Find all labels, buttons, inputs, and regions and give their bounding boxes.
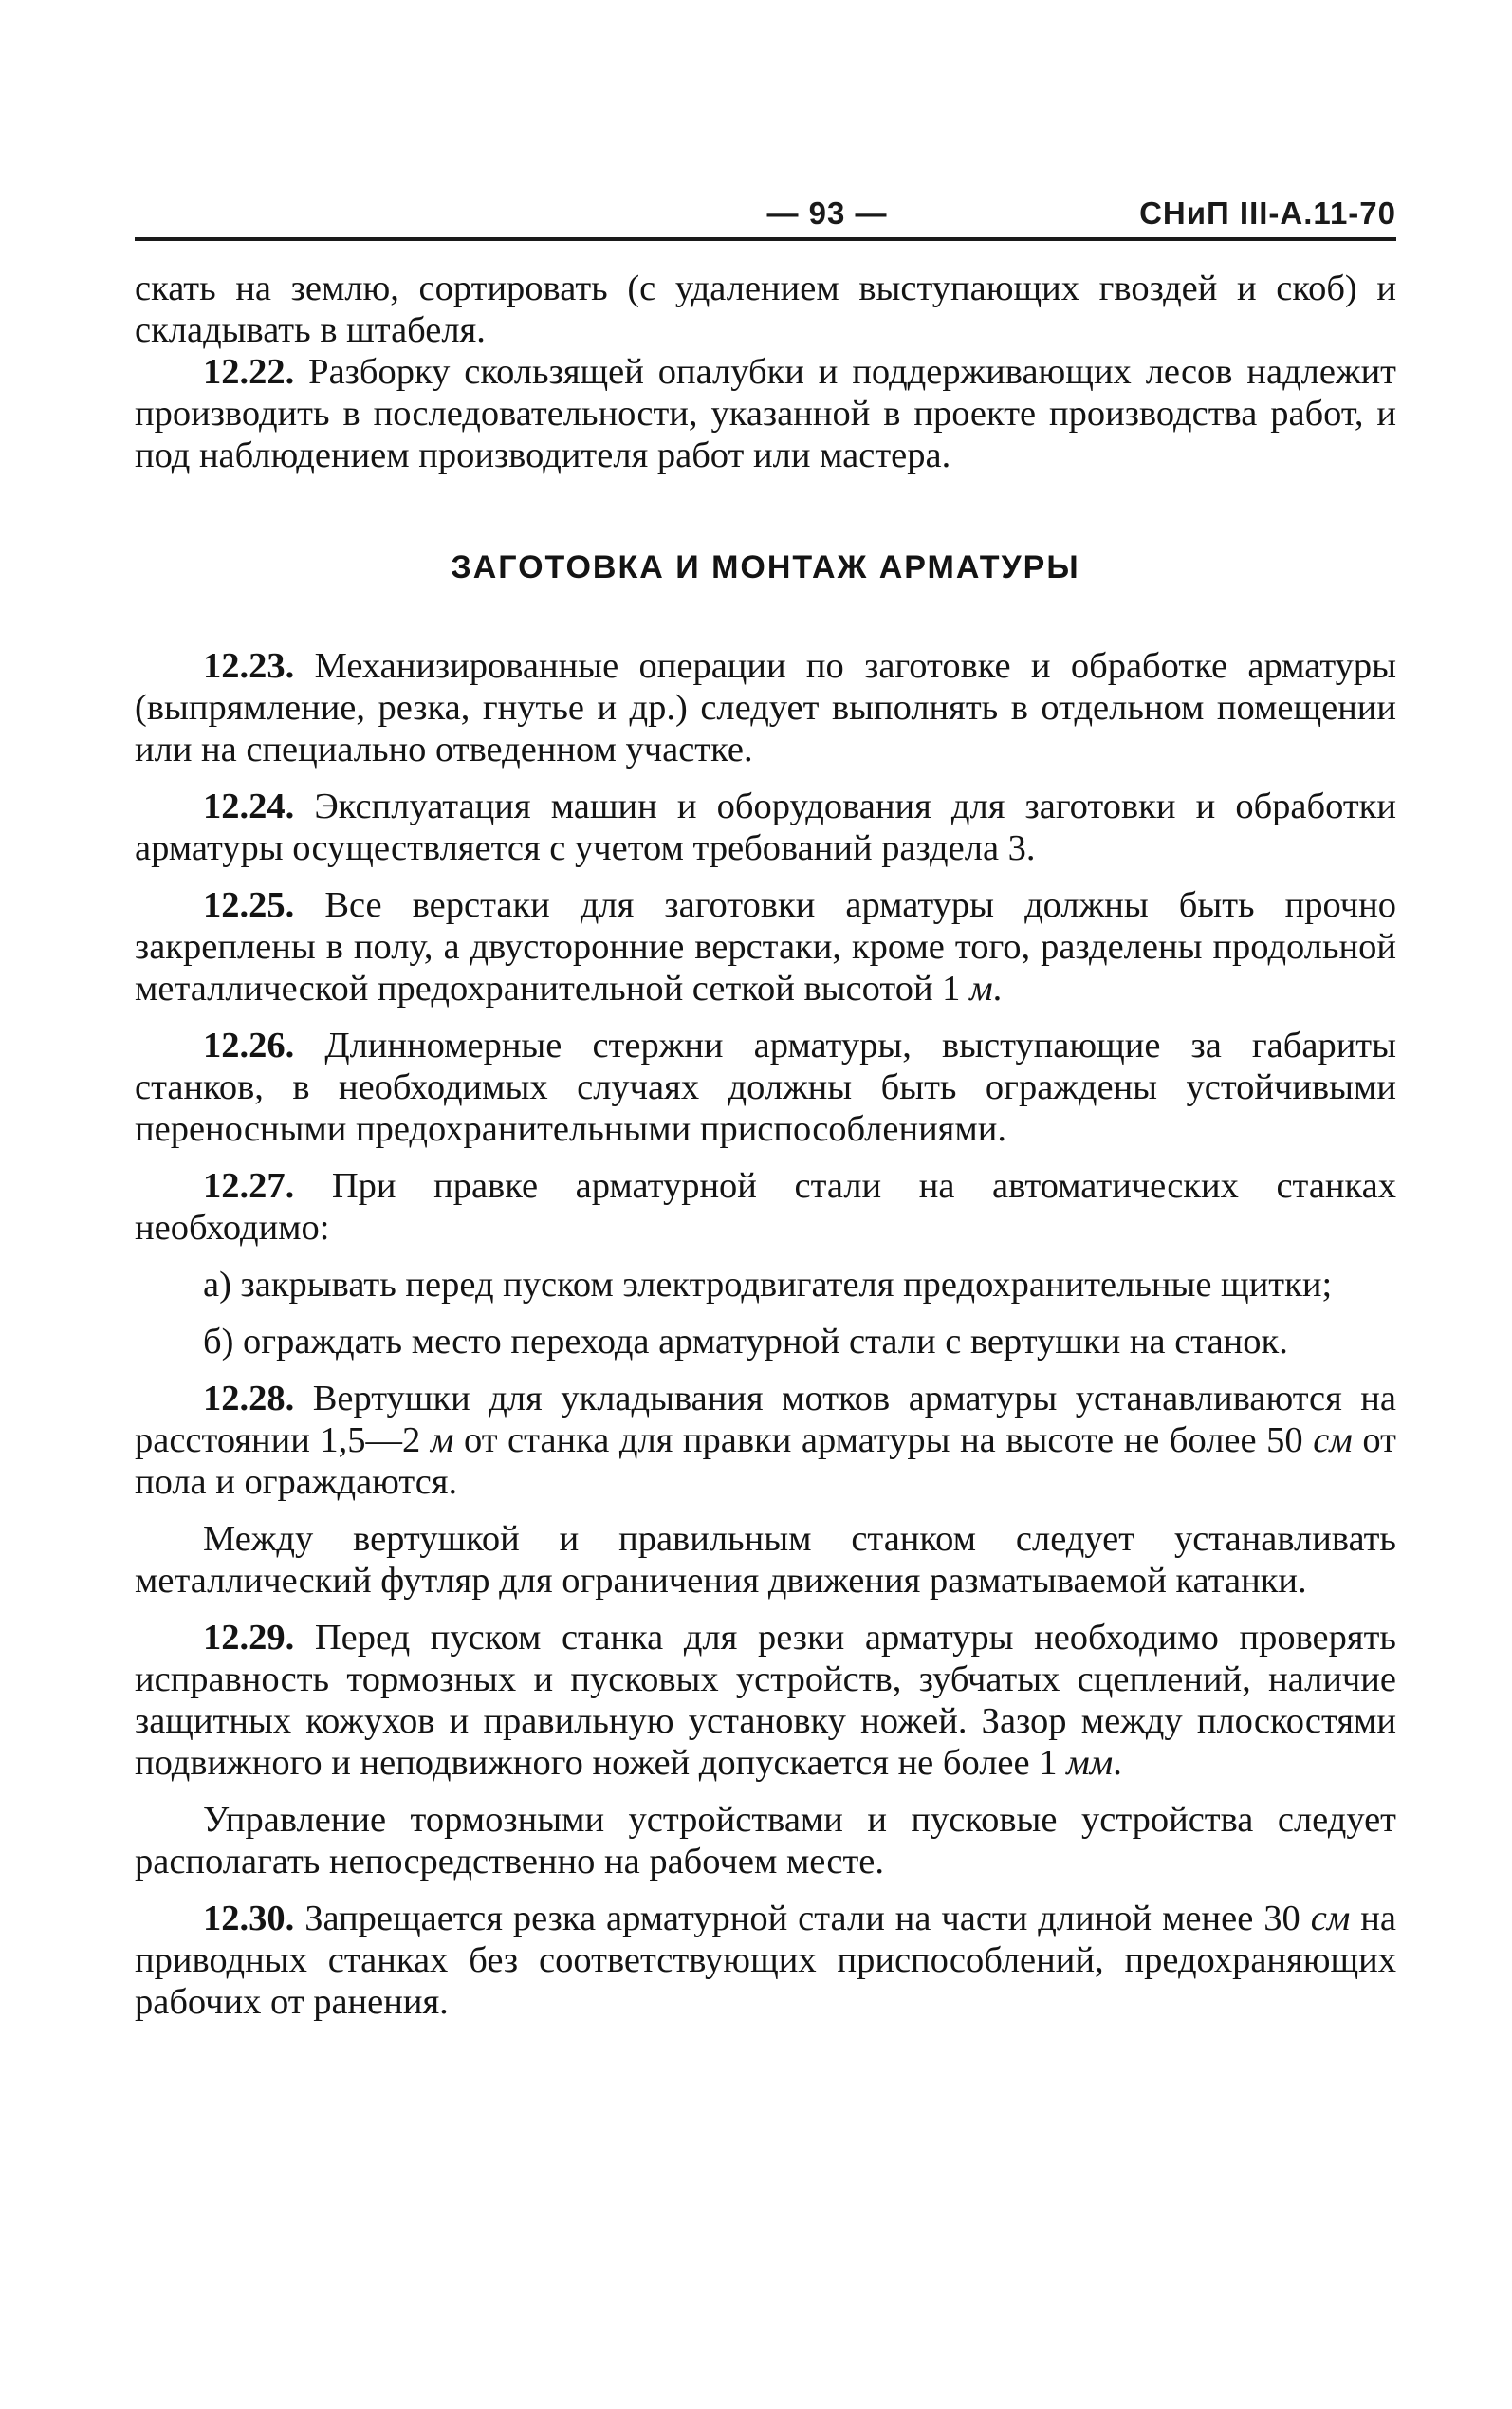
page-number: — 93 — bbox=[766, 195, 888, 231]
paragraph-12-22: 12.22. Разборку скользящей опалубки и поддерживающих лесов надлежит производить в последовательности, указанной в проекте производства работ, и под наблюдением производителя работ или мастера. bbox=[135, 352, 1396, 475]
paragraph-12-26: 12.26. Длинномерные стержни арматуры, выступающие за габариты станков, в необходимых случаях должны быть ограждены устойчивыми переносными предохранительными приспособлениями. bbox=[135, 1026, 1396, 1149]
clause-number: 12.27. bbox=[203, 1166, 295, 1206]
unit: м bbox=[430, 1420, 454, 1460]
page-header bbox=[135, 195, 1396, 233]
paragraph-12-30: 12.30. Запрещается резка арматурной стали на части длиной менее 30 см на приводных станках без соответствующих приспособлений, предохраняющих рабочих от ранения. bbox=[135, 1899, 1396, 2022]
paragraph-12-27: 12.27. При правке арматурной стали на автоматических станках необходимо: bbox=[135, 1166, 1396, 1248]
paragraph-12-24: 12.24. Эксплуатация машин и оборудования для заготовки и обработки арматуры осуществляется с учетом требований раздела 3. bbox=[135, 787, 1396, 868]
clause-number: 12.22. bbox=[203, 352, 295, 392]
header-rule bbox=[135, 237, 1396, 241]
paragraph-continuation: скать на землю, сортировать (с удалением выступающих гвоздей и скоб) и складывать в штабеля. bbox=[135, 269, 1396, 350]
clause-number: 12.30. bbox=[203, 1899, 295, 1938]
clause-number: 12.23. bbox=[203, 646, 295, 686]
unit: см bbox=[1313, 1420, 1353, 1460]
list-item-a: а) закрывать перед пуском электродвигателя предохранительные щитки; bbox=[203, 1265, 1333, 1305]
paragraph-12-25: 12.25. Все верстаки для заготовки арматуры должны быть прочно закреплены в полу, а двусторонние верстаки, кроме того, разделены продольной металлической предохранительной сеткой высотой 1 м. bbox=[135, 885, 1396, 1009]
unit: мм bbox=[1066, 1743, 1114, 1783]
section-heading: ЗАГОТОВКА И МОНТАЖ АРМАТУРЫ bbox=[451, 549, 1080, 585]
clause-number: 12.29. bbox=[203, 1618, 295, 1658]
paragraph-12-28-cont: Между вертушкой и правильным станком следует устанавливать металлический футляр для ограничения движения разматываемой катанки. bbox=[135, 1519, 1396, 1601]
paragraph-12-29-cont: Управление тормозными устройствами и пусковые устройства следует располагать непосредственно на рабочем месте. bbox=[135, 1800, 1396, 1881]
clause-number: 12.26. bbox=[203, 1026, 295, 1066]
paragraph-12-28: 12.28. Вертушки для укладывания мотков арматуры устанавливаются на расстоянии 1,5—2 м от станка для правки арматуры на высоте не более 50 см от пола и ограждаются. bbox=[135, 1379, 1396, 1502]
list-item-b: б) ограждать место перехода арматурной стали с вертушки на станок. bbox=[203, 1322, 1288, 1362]
document-body bbox=[135, 268, 1396, 2023]
unit: м bbox=[969, 969, 993, 1009]
paragraph-12-29: 12.29. Перед пуском станка для резки арматуры необходимо проверять исправность тормозных и пусковых устройств, зубчатых сцеплений, наличие защитных кожухов и правильную установку ножей. Зазор между плоскостями подвижного и неподвижного ножей допускается не более 1 мм. bbox=[135, 1618, 1396, 1783]
document-code: СНиП III-А.11-70 bbox=[1139, 195, 1396, 231]
clause-number: 12.25. bbox=[203, 885, 295, 925]
paragraph-12-23: 12.23. Механизированные операции по заготовке и обработке арматуры (выпрямление, резка, гнутье и др.) следует выполнять в отдельном помещении или на специально отведенном участке. bbox=[135, 646, 1396, 769]
clause-number: 12.28. bbox=[203, 1379, 295, 1418]
unit: см bbox=[1310, 1899, 1351, 1938]
clause-number: 12.24. bbox=[203, 787, 295, 826]
